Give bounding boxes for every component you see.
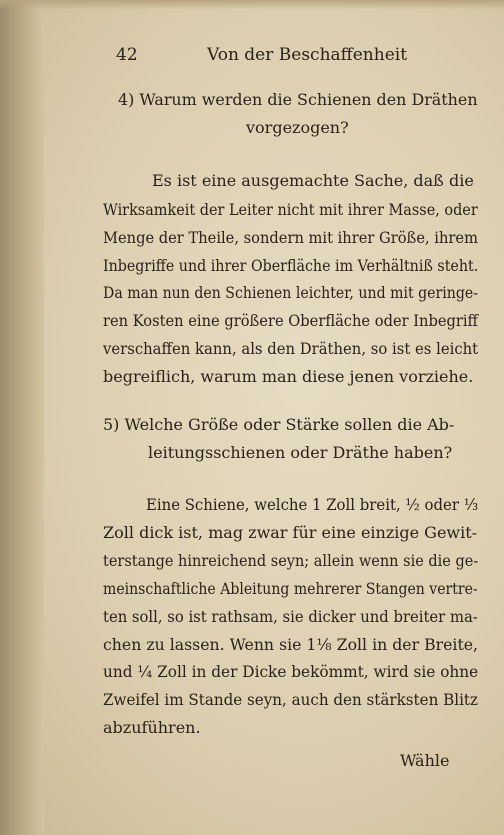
paragraph-line: ten soll, so ist rathsam, sie dicker und breiter ma-	[103, 607, 478, 626]
page-number: 42	[116, 45, 138, 65]
paragraph-line: Eine Schiene, welche 1 Zoll breit, ½ oder ⅓	[146, 495, 479, 514]
paragraph-line: ren Kosten eine größere Oberfläche oder Inbegriff	[103, 311, 478, 330]
paragraph-line: Zweifel im Stande seyn, auch den stärksten Blitz	[103, 690, 478, 709]
paragraph-line: verschaffen kann, als den Dräthen, so ist es leicht	[103, 339, 479, 358]
paragraph-line: Inbegriffe und ihrer Oberfläche im Verhältniß steht.	[103, 256, 479, 275]
page-binding-shadow	[0, 0, 44, 835]
section-heading-line: vorgezogen?	[246, 118, 349, 137]
catchword: Wähle	[400, 751, 450, 770]
section-heading-line: leitungsschienen oder Dräthe haben?	[148, 443, 453, 462]
paragraph-line: Wirksamkeit der Leiter nicht mit ihrer Masse, oder	[103, 200, 478, 219]
section-heading-line: 4) Warum werden die Schienen den Dräthen	[118, 90, 478, 109]
section-heading-line: 5) Welche Größe oder Stärke sollen die Ab-	[103, 415, 455, 434]
paragraph-line: begreiflich, warum man diese jenen vorziehe.	[103, 367, 474, 386]
paragraph-line: und ¼ Zoll in der Dicke bekömmt, wird sie ohne	[103, 662, 479, 681]
paragraph-line: Da man nun den Schienen leichter, und mit geringe-	[103, 283, 479, 302]
page-top-edge	[0, 0, 504, 10]
paragraph-line: chen zu lassen. Wenn sie 1⅛ Zoll in der Breite,	[103, 635, 479, 654]
paragraph-line: meinschaftliche Ableitung mehrerer Stangen vertre-	[103, 579, 478, 598]
running-head: Von der Beschaffenheit	[207, 45, 408, 65]
paragraph-line: Zoll dick ist, mag zwar für eine einzige Gewit-	[103, 523, 478, 542]
paragraph-line: Es ist eine ausgemachte Sache, daß die	[152, 171, 474, 190]
paragraph-line: abzuführen.	[103, 718, 201, 737]
paragraph-line: Menge der Theile, sondern mit ihrer Größe, ihrem	[103, 228, 478, 247]
paragraph-line: terstange hinreichend seyn; allein wenn sie die ge-	[103, 551, 479, 570]
